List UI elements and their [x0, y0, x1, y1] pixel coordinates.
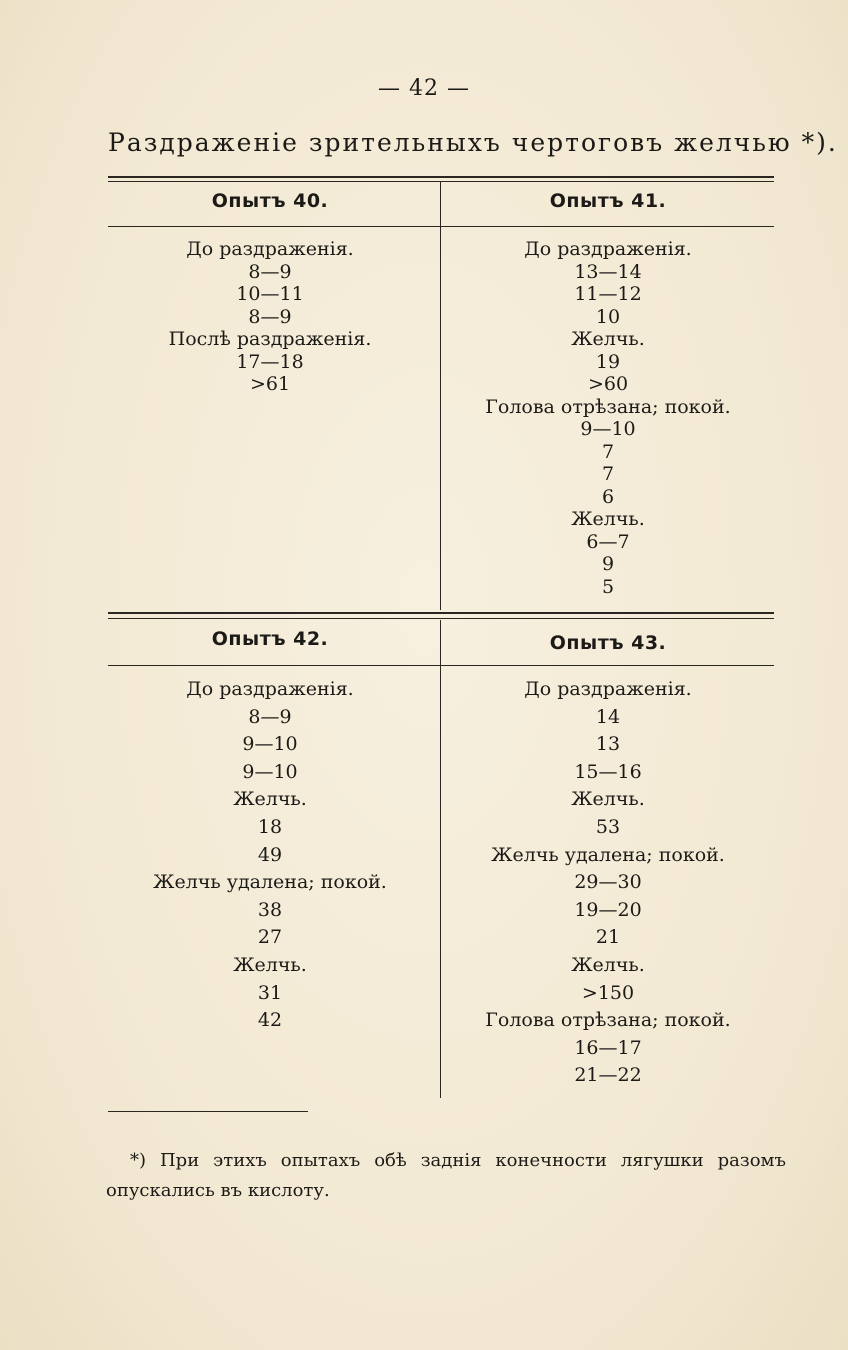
reading-row: 7 — [601, 440, 615, 463]
reading-row: 8—9 — [248, 705, 292, 728]
reading-row: 15—16 — [574, 760, 642, 783]
column-divider — [440, 182, 441, 610]
reading-row: >150 — [581, 981, 635, 1004]
reading-row: Голова отрѣзана; покой. — [485, 395, 731, 418]
reading-row: 8—9 — [248, 305, 292, 328]
experiment-42-heading: Опытъ 42. — [211, 628, 329, 650]
reading-row: Желчь. — [571, 788, 645, 811]
footnote: *) При этихъ опытахъ обѣ заднія конечности лягушки разомъ опускались въ кислоту. — [106, 1150, 786, 1201]
reading-row: 13 — [595, 733, 621, 756]
reading-row: 14 — [595, 705, 621, 728]
reading-row: >60 — [587, 373, 629, 395]
reading-row: 42 — [257, 1009, 283, 1032]
reading-row: 19—20 — [574, 898, 642, 921]
experiment-43-readings — [443, 676, 773, 1090]
experiment-40-readings — [105, 238, 435, 396]
reading-row: 21—22 — [574, 1064, 642, 1087]
reading-row: 16—17 — [574, 1036, 642, 1059]
experiment-42-readings — [105, 676, 435, 1035]
reading-row: До раздраженія. — [524, 678, 692, 700]
reading-row: Желчь. — [233, 953, 307, 976]
reading-row: Послѣ раздраженія. — [168, 328, 372, 350]
page-number: — 42 — — [378, 76, 470, 101]
reading-row: До раздраженія. — [186, 238, 354, 260]
experiment-40-heading: Опытъ 40. — [211, 190, 329, 212]
reading-row: 38 — [257, 898, 283, 921]
footnote-rule — [108, 1111, 308, 1112]
reading-row: Желчь. — [571, 328, 645, 350]
reading-row: 9 — [601, 553, 615, 575]
reading-row: 9—10 — [242, 733, 298, 756]
header-separator-rule — [108, 226, 774, 227]
table-top-rule — [108, 176, 774, 178]
reading-row: До раздраженія. — [524, 238, 692, 260]
reading-row: 49 — [257, 843, 283, 866]
reading-row: 29—30 — [574, 871, 642, 894]
reading-row: Голова отрѣзана; покой. — [485, 1009, 731, 1032]
column-divider — [440, 620, 441, 1098]
reading-row: 6—7 — [586, 530, 630, 553]
reading-row: 5 — [601, 575, 615, 598]
experiment-41-readings — [443, 238, 773, 598]
reading-row: 13—14 — [574, 260, 642, 283]
reading-row: До раздраженія. — [186, 678, 354, 700]
reading-row: 17—18 — [236, 350, 304, 373]
header-separator-rule — [108, 665, 774, 666]
reading-row: 9—10 — [242, 760, 298, 783]
reading-row: 19 — [595, 350, 621, 373]
reading-row: 6 — [601, 485, 615, 508]
reading-row: 9—10 — [580, 418, 636, 440]
reading-row: 8—9 — [248, 260, 292, 283]
reading-row: 18 — [257, 815, 283, 838]
table-middle-rule — [108, 612, 774, 614]
reading-row: Желчь удалена; покой. — [153, 871, 387, 894]
experiment-41-heading: Опытъ 41. — [549, 190, 667, 212]
page-title: Раздраженіе зрительныхъ чертоговъ желчью *). — [108, 128, 838, 157]
reading-row: 31 — [257, 981, 283, 1004]
reading-row: 7 — [601, 463, 615, 485]
table-top-rule-inner — [108, 181, 774, 182]
reading-row: 27 — [257, 926, 283, 949]
table-middle-rule-inner — [108, 618, 774, 619]
reading-row: Желчь. — [571, 508, 645, 530]
experiment-43-heading: Опытъ 43. — [549, 632, 667, 654]
reading-row: Желчь удалена; покой. — [491, 843, 725, 866]
reading-row: Желчь. — [233, 788, 307, 811]
reading-row: 10 — [595, 305, 621, 328]
reading-row: 11—12 — [574, 283, 642, 305]
reading-row: 53 — [595, 815, 621, 838]
reading-row: >61 — [249, 373, 291, 395]
reading-row: Желчь. — [571, 953, 645, 976]
reading-row: 10—11 — [236, 283, 304, 305]
reading-row: 21 — [595, 926, 621, 949]
